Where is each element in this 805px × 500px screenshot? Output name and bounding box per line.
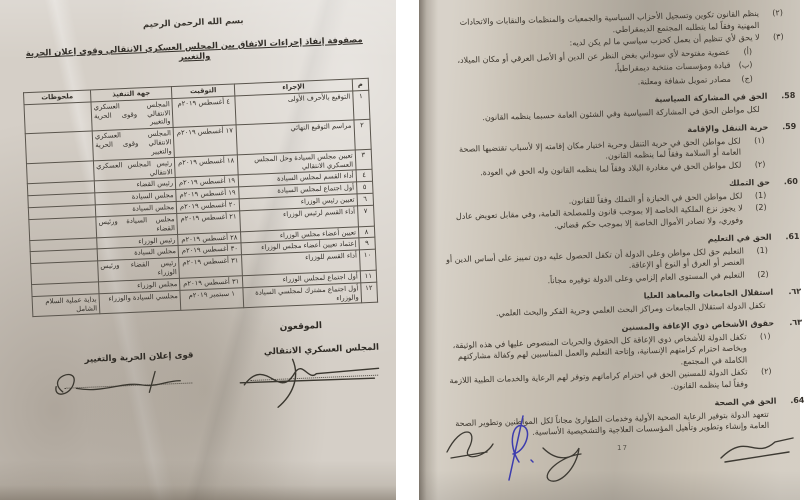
column-header-executor: جهة التنفيذ bbox=[90, 87, 172, 102]
column-header-number: م bbox=[352, 78, 369, 90]
signer-label: المجلس العسكري الانتقالي bbox=[263, 343, 380, 358]
clause-marker: (1) bbox=[756, 245, 769, 255]
clause-marker: (٣) bbox=[772, 32, 784, 42]
signature-dotted-line bbox=[250, 359, 379, 381]
cell-executor: مجلس السيادة bbox=[95, 202, 177, 217]
clause-marker: .60 bbox=[783, 176, 799, 187]
clause-marker: (ج) bbox=[741, 73, 753, 83]
cell-action: أداء القسم لمجلس السيادة bbox=[238, 170, 356, 187]
clause-text: التعليم حق لكل مواطن وعلى الدولة أن تكفل الحصول عليه دون تمييز على أساس الدين أو العنصر أو العرق أو النوع أو الإعاقة. bbox=[445, 245, 745, 270]
clause-text: لا يجوز نزع الملكية الخاصة إلا بموجب قانون وللمصلحة العامة، وفي مقابل تعويض عادل وفوري، ولا تصادر الأموال الخاصة إلا بموجب حكم قضائي. bbox=[455, 203, 744, 230]
cell-number: ١ bbox=[352, 90, 369, 120]
cell-action: أول اجتماع مشترك لمجلسي السيادة والوزراء bbox=[243, 283, 361, 309]
page-title: مصفوفة إنفاذ إجراءات الاتفاق بين المجلس العسكري الانتقالي وقوى إعلان الحرية والتغيير bbox=[25, 34, 363, 62]
cell-timing: ٤ أغسطس ٢٠١٩م bbox=[172, 96, 236, 128]
left-page-scan bbox=[0, 0, 396, 500]
clause-text: الحق في المشاركة السياسية bbox=[654, 91, 768, 105]
clause-marker: .٦٣ bbox=[789, 317, 803, 328]
cell-executor: مجلس السيادة ورئيس القضاء bbox=[96, 213, 178, 237]
cell-action: أول اجتماع لمجلس السيادة bbox=[239, 182, 357, 199]
cell-action: تعيين مجلس السيادة وحل المجلس العسكري الانتقالي bbox=[237, 150, 355, 176]
clause-text: لكل مواطن الحق في حرية التنقل وحرية اختيار مكان إقامته إلا لأسباب تقتضيها الصحة العامة أو السلامة وفقاً لما ينظمه القانون. bbox=[458, 136, 742, 161]
cell-executor: المجلس العسكري الانتقالي وقوى الحرية والتغيير bbox=[91, 98, 173, 131]
cell-number: ٦ bbox=[357, 193, 374, 205]
cell-action: التوقيع بالأحرف الأولى bbox=[235, 91, 354, 125]
clause-text: تتعهد الدولة بتوفير الرعاية الصحية الأولية وخدمات الطوارئ مجاناً لكل المواطنين وتطوير الصحة العامة وإنشاء وتطوير وتأهيل المؤسسات العلاجية والتشخيصية الأساسية. bbox=[455, 409, 770, 437]
clause-text: ينظم القانون تكوين وتسجيل الأحزاب السياسية والجمعيات والمنظمات والنقابات والاتحادات المهنية وفقاً لما يتطلبه المجتمع الديمقراطي. bbox=[459, 8, 760, 34]
cell-action: أول اجتماع لمجلس الوزراء bbox=[242, 271, 360, 288]
cell-number: ٤ bbox=[356, 170, 373, 182]
page-number: 17 bbox=[617, 444, 628, 452]
clause-marker: (ب) bbox=[738, 60, 753, 70]
cell-executor: مجلس السيادة bbox=[97, 246, 179, 261]
cell-notes bbox=[25, 131, 93, 163]
clause-marker: (أ) bbox=[743, 46, 753, 56]
clause-marker: (١) bbox=[753, 135, 765, 145]
right-page-content bbox=[437, 6, 805, 442]
cell-notes bbox=[31, 261, 99, 284]
cell-timing: ١٧ أغسطس ٢٠١٩م bbox=[173, 125, 237, 157]
initials-scribble-2 bbox=[539, 438, 595, 494]
cell-number: ١٠ bbox=[359, 249, 376, 270]
signer-freedom-change-forces bbox=[35, 351, 194, 391]
clause-marker: (٢) bbox=[760, 366, 772, 377]
clause-text: لكل مواطن الحق في مغادرة البلاد وفقاً لما ينظمه القانون وله الحق في العودة. bbox=[479, 160, 742, 177]
signatories-heading: الموقعون bbox=[279, 321, 323, 334]
clause-text: التعليم في المستوى العام إلزامي وعلى الدولة توفيره مجاناً. bbox=[547, 269, 745, 285]
basmala-text: بسم الله الرحمن الرحيم bbox=[142, 15, 244, 31]
clause-text: تكفل الدولة استقلال الجامعات ومراكز البحث العلمي وحرية الفكر والبحث العلمي. bbox=[495, 300, 766, 318]
cell-timing: ٣٠ أغسطس ٢٠١٩م bbox=[178, 243, 241, 257]
clause-text: قيادة ومؤسسات منتخبة ديمقراطياً، bbox=[614, 60, 731, 74]
cell-timing: ١٨ أغسطس ٢٠١٩م bbox=[175, 155, 239, 178]
clause-marker: (٢) bbox=[772, 8, 784, 18]
clause-text: مصادر تمويل شفافة ومعلنة. bbox=[637, 74, 731, 87]
clause-text: لكل مواطن الحق في الحيازة أو التملك وفقاً للقانون. bbox=[568, 190, 743, 206]
cell-timing: ١٩ أغسطس ٢٠١٩م bbox=[176, 187, 239, 201]
clause-marker: .59 bbox=[781, 121, 797, 132]
cell-notes bbox=[26, 161, 94, 184]
clause-marker: .61 bbox=[785, 231, 800, 242]
agreement-procedures-table bbox=[23, 78, 378, 318]
cell-notes bbox=[29, 217, 97, 240]
column-header-action: الإجراء bbox=[234, 79, 352, 96]
cell-action: تعيين أعضاء مجلس الوزراء bbox=[241, 226, 359, 243]
clause-marker: .٦٢ bbox=[788, 286, 802, 297]
cell-number: ٥ bbox=[356, 182, 373, 194]
cell-number: ١١ bbox=[360, 270, 377, 282]
cell-action: إعتماد تعيين أعضاء مجلس الوزراء bbox=[241, 238, 359, 255]
right-page-scan bbox=[419, 0, 805, 500]
cell-number: ١٢ bbox=[361, 282, 378, 303]
cell-action: مراسم التوقيع النهائي bbox=[236, 120, 355, 154]
clause-text: الحق في الصحة bbox=[714, 396, 777, 408]
cell-timing: ٣١ أغسطس ٢٠١٩م bbox=[180, 276, 243, 290]
column-header-notes: ملحوظات bbox=[24, 90, 91, 105]
clause-text: لكل مواطن الحق في المشاركة السياسية وفي الشئون العامة حسبما ينظمه القانون. bbox=[482, 104, 760, 122]
cell-timing: ٣١ أغسطس ٢٠١٩م bbox=[179, 255, 243, 278]
clause-text: حق التملك bbox=[728, 177, 771, 188]
clause-text: استقلال الجامعات والمعاهد العليا bbox=[643, 287, 774, 301]
clause-text: لا يحق لأي تنظيم أن يعمل كحزب سياسي ما لم يكن لديه: bbox=[569, 32, 760, 48]
left-page-content bbox=[17, 1, 387, 444]
cell-notes: بداية عملية السلام الشامل bbox=[32, 294, 100, 317]
cell-executor: رئيس القضاء bbox=[94, 178, 176, 193]
cell-executor: مجلس الوزراء bbox=[98, 278, 180, 293]
clause-marker: (1) bbox=[754, 190, 767, 200]
cell-number: ٧ bbox=[357, 205, 374, 226]
clause-marker: (2) bbox=[757, 269, 769, 279]
cell-action: أداء القسم للوزراء bbox=[242, 250, 360, 276]
clause-text: الحق في التعليم bbox=[707, 232, 772, 244]
clause-text: عضوية مفتوحة لأي سوداني بغض النظر عن الدين أو الأصل العرقي أو مكان الميلاد، bbox=[457, 47, 731, 65]
cell-timing: ٢١ أغسطس ٢٠١٩م bbox=[177, 211, 241, 234]
cell-executor: مجلس السيادة bbox=[95, 190, 177, 205]
cell-number: ٢ bbox=[354, 120, 371, 150]
cell-notes bbox=[24, 102, 92, 134]
cell-executor: مجلسي السيادة والوزراء bbox=[99, 290, 181, 314]
column-header-timing: التوقيت bbox=[172, 84, 235, 98]
clause-text: تكفل الدولة للمسنين الحق في احترام كراماتهم وتوفر لهم الرعاية والخدمات الطبية اللازمة وفقاً لما ينظمه القانون. bbox=[449, 367, 749, 391]
clause-marker: .58 bbox=[781, 90, 796, 101]
signature-section bbox=[30, 319, 386, 444]
cell-number: ٣ bbox=[355, 149, 372, 170]
signer-military-council bbox=[221, 343, 380, 383]
clause-text: تكفل الدولة للأشخاص ذوي الإعاقة كل الحقوق والحريات المنصوص عليها في هذه الوثيقة، وبخاصة احترام كرامتهم الإنسانية، وإتاحة التعليم والعمل المناسبين لهم وكفالة مشاركتهم الكاملة في المجتمع. bbox=[452, 331, 748, 366]
cell-executor: رئيس القضاء ورئيس الوزراء bbox=[98, 258, 180, 282]
initials-scribble-right bbox=[717, 428, 797, 472]
cell-executor: المجلس العسكري الانتقالي وقوى الحرية والتغيير bbox=[92, 128, 174, 161]
clause-text: حقوق الأشخاص ذوي الإعاقة والمسنين bbox=[621, 318, 775, 333]
cell-timing: ١ سبتمبر ٢٠١٩م bbox=[180, 287, 244, 310]
cell-action: أداء القسم لرئيس الوزراء bbox=[240, 206, 358, 232]
clause-marker: .64 bbox=[790, 395, 805, 406]
cell-timing: ٢٠ أغسطس ٢٠١٩م bbox=[176, 199, 239, 213]
signer-label: قوى إعلان الحرية والتغيير bbox=[84, 350, 194, 366]
clause-marker: (١) bbox=[759, 331, 771, 341]
cell-number: ٩ bbox=[359, 238, 376, 250]
clause-marker: (٢) bbox=[754, 159, 766, 169]
cell-executor: رئيس المجلس العسكري الانتقالي bbox=[93, 157, 175, 181]
signature-dotted-line bbox=[64, 367, 193, 389]
cell-executor: رئيس الوزراء bbox=[97, 234, 179, 249]
cell-timing: ١٩ أغسطس ٢٠١٩م bbox=[175, 175, 238, 189]
cell-action: تعيين رئيس الوزراء bbox=[239, 194, 357, 211]
cell-timing: ٢٨ أغسطس ٢٠١٩م bbox=[178, 231, 241, 245]
clause-marker: (2) bbox=[755, 202, 767, 213]
cell-number: ٨ bbox=[358, 226, 375, 238]
clause-text: حرية التنقل والإقامة bbox=[687, 122, 769, 135]
